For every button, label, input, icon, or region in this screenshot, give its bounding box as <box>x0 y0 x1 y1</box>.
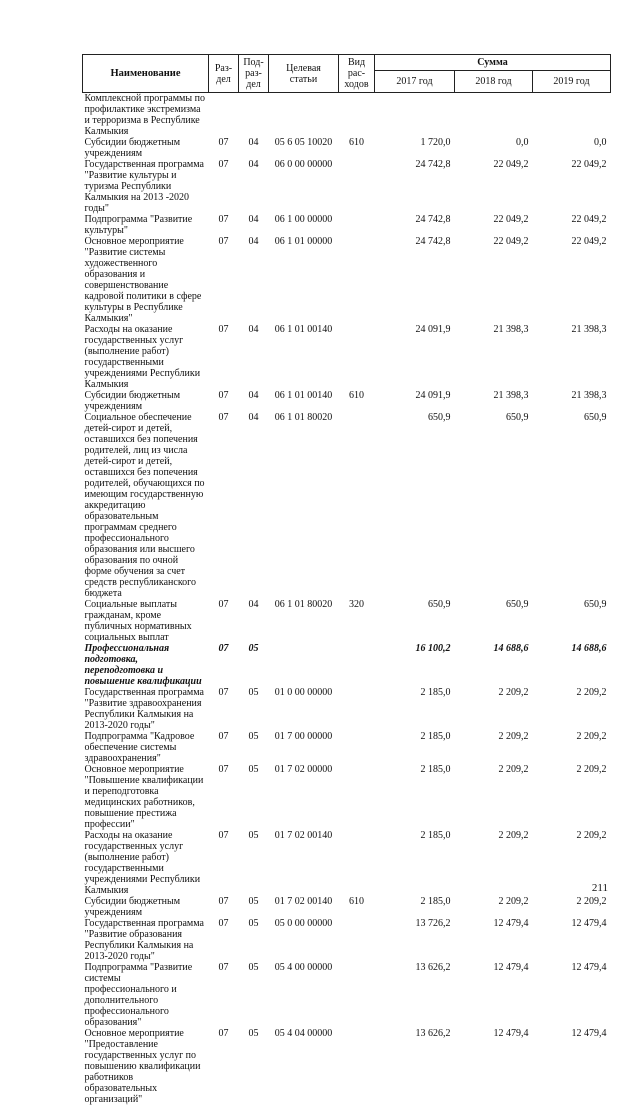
row-2019: 2 209,2 <box>533 687 611 731</box>
row-2018: 650,9 <box>455 599 533 643</box>
row-2018: 650,9 <box>455 412 533 599</box>
row-name: Социальное обеспечение детей-сирот и детей, оставшихся без попечения родителей, лиц из числа детей-сирот и детей, оставшихся без попечения родителей, обучающихся по имеющим государственную аккредитацию образовательным программам среднего профессионального образования или высшего образования по очной форме обучения за счет средств республиканского бюджета <box>83 412 209 599</box>
row-vid <box>339 324 375 390</box>
row-celevaya: 05 4 00 00000 <box>269 962 339 1028</box>
table-row <box>83 731 611 764</box>
row-2018: 2 209,2 <box>455 687 533 731</box>
row-name: Государственная программа "Развитие образования Республики Калмыкия на 2013-2020 годы" <box>83 918 209 962</box>
table-row <box>83 137 611 159</box>
row-2019: 650,9 <box>533 599 611 643</box>
row-vid <box>339 731 375 764</box>
row-razdel <box>209 93 239 138</box>
table-row <box>83 1028 611 1105</box>
table-row <box>83 236 611 324</box>
row-name: Расходы на оказание государственных услуг (выполнение работ) государственными учреждениями Республики Калмыкия <box>83 830 209 896</box>
table-row <box>83 390 611 412</box>
row-podrazdel: 04 <box>239 390 269 412</box>
row-razdel: 07 <box>209 159 239 214</box>
row-celevaya: 06 1 01 00140 <box>269 390 339 412</box>
row-2019: 650,9 <box>533 412 611 599</box>
row-razdel: 07 <box>209 214 239 236</box>
row-2017: 2 185,0 <box>375 896 455 918</box>
row-celevaya <box>269 643 339 687</box>
row-razdel: 07 <box>209 918 239 962</box>
row-razdel: 07 <box>209 137 239 159</box>
row-name: Подпрограмма "Развитие системы профессионального и дополнительного профессионального образования" <box>83 962 209 1028</box>
row-2017: 2 185,0 <box>375 731 455 764</box>
row-2019: 22 049,2 <box>533 214 611 236</box>
row-celevaya: 01 7 00 00000 <box>269 731 339 764</box>
row-podrazdel: 05 <box>239 830 269 896</box>
row-2017: 24 742,8 <box>375 236 455 324</box>
row-2019: 21 398,3 <box>533 390 611 412</box>
row-2017: 13 626,2 <box>375 962 455 1028</box>
row-2018 <box>455 93 533 138</box>
row-name: Расходы на оказание государственных услуг (выполнение работ) государственными учреждениями Республики Калмыкия <box>83 324 209 390</box>
page-number: 211 <box>592 882 608 894</box>
table-header <box>83 55 611 93</box>
row-celevaya: 06 1 01 00140 <box>269 324 339 390</box>
row-podrazdel: 04 <box>239 599 269 643</box>
row-2019: 2 209,2 <box>533 731 611 764</box>
row-2017: 2 185,0 <box>375 687 455 731</box>
table-row <box>83 918 611 962</box>
row-2017: 13 726,2 <box>375 918 455 962</box>
row-vid <box>339 643 375 687</box>
table-row <box>83 324 611 390</box>
row-2018: 2 209,2 <box>455 896 533 918</box>
row-celevaya: 06 0 00 00000 <box>269 159 339 214</box>
row-2018: 2 209,2 <box>455 830 533 896</box>
row-2019: 14 688,6 <box>533 643 611 687</box>
row-vid <box>339 764 375 830</box>
row-podrazdel: 04 <box>239 159 269 214</box>
table-row <box>83 159 611 214</box>
row-2018: 14 688,6 <box>455 643 533 687</box>
table-row <box>83 764 611 830</box>
row-2017: 2 185,0 <box>375 830 455 896</box>
row-podrazdel: 05 <box>239 918 269 962</box>
table-row <box>83 830 611 896</box>
row-podrazdel: 05 <box>239 896 269 918</box>
row-2018: 22 049,2 <box>455 214 533 236</box>
row-celevaya: 05 0 00 00000 <box>269 918 339 962</box>
row-name: Социальные выплаты гражданам, кроме публичных нормативных социальных выплат <box>83 599 209 643</box>
row-2017: 24 742,8 <box>375 214 455 236</box>
row-celevaya <box>269 93 339 138</box>
budget-table <box>82 54 611 1105</box>
row-vid <box>339 214 375 236</box>
row-vid: 610 <box>339 137 375 159</box>
row-name: Субсидии бюджетным учреждениям <box>83 137 209 159</box>
row-podrazdel: 05 <box>239 687 269 731</box>
row-podrazdel: 04 <box>239 236 269 324</box>
row-name: Основное мероприятие "Предоставление государственных услуг по повышению квалификации работников образовательных организаций" <box>83 1028 209 1105</box>
row-2018: 12 479,4 <box>455 962 533 1028</box>
row-name: Подпрограмма "Кадровое обеспечение системы здравоохранения" <box>83 731 209 764</box>
row-2018: 2 209,2 <box>455 731 533 764</box>
row-vid <box>339 918 375 962</box>
row-podrazdel: 04 <box>239 214 269 236</box>
table-row <box>83 214 611 236</box>
row-vid <box>339 1028 375 1105</box>
row-2018: 22 049,2 <box>455 236 533 324</box>
row-podrazdel: 05 <box>239 1028 269 1105</box>
row-vid <box>339 236 375 324</box>
row-razdel: 07 <box>209 412 239 599</box>
row-razdel: 07 <box>209 896 239 918</box>
table-row <box>83 896 611 918</box>
row-razdel: 07 <box>209 830 239 896</box>
row-vid: 610 <box>339 390 375 412</box>
table-body <box>83 93 611 1105</box>
row-vid <box>339 687 375 731</box>
row-2019: 2 209,2 <box>533 764 611 830</box>
header-2017: 2017 год <box>375 71 455 93</box>
table-row <box>83 599 611 643</box>
row-2017: 2 185,0 <box>375 764 455 830</box>
row-podrazdel: 05 <box>239 764 269 830</box>
row-vid <box>339 93 375 138</box>
table-row <box>83 643 611 687</box>
row-vid <box>339 830 375 896</box>
row-razdel: 07 <box>209 687 239 731</box>
row-podrazdel: 05 <box>239 731 269 764</box>
row-name: Государственная программа "Развитие культуры и туризма Республики Калмыкия на 2013 -2020 годы" <box>83 159 209 214</box>
row-2018: 0,0 <box>455 137 533 159</box>
row-podrazdel: 04 <box>239 412 269 599</box>
header-2019: 2019 год <box>533 71 611 93</box>
row-celevaya: 01 7 02 00000 <box>269 764 339 830</box>
row-2018: 21 398,3 <box>455 324 533 390</box>
row-vid <box>339 962 375 1028</box>
row-2017: 1 720,0 <box>375 137 455 159</box>
row-celevaya: 01 7 02 00140 <box>269 896 339 918</box>
row-celevaya: 05 4 04 00000 <box>269 1028 339 1105</box>
header-name: Наименование <box>83 55 209 93</box>
row-vid <box>339 412 375 599</box>
row-vid: 610 <box>339 896 375 918</box>
row-vid: 320 <box>339 599 375 643</box>
row-celevaya: 06 1 01 80020 <box>269 412 339 599</box>
row-name: Субсидии бюджетным учреждениям <box>83 896 209 918</box>
row-2018: 12 479,4 <box>455 1028 533 1105</box>
row-celevaya: 05 6 05 10020 <box>269 137 339 159</box>
row-razdel: 07 <box>209 390 239 412</box>
table-row <box>83 962 611 1028</box>
row-name: Основное мероприятие "Развитие системы художественного образования и совершенствование кадровой политики в сфере культуры в Республике Калмыкия" <box>83 236 209 324</box>
row-2019 <box>533 93 611 138</box>
header-podrazdel: Под- раз- дел <box>239 55 269 93</box>
table-row <box>83 687 611 731</box>
row-2017: 650,9 <box>375 412 455 599</box>
row-name: Основное мероприятие "Повышение квалификации и переподготовка медицинских работников, повышение престижа профессии" <box>83 764 209 830</box>
row-2018: 22 049,2 <box>455 159 533 214</box>
header-summa: Сумма <box>375 55 611 71</box>
row-2018: 2 209,2 <box>455 764 533 830</box>
row-2019: 12 479,4 <box>533 918 611 962</box>
row-celevaya: 01 7 02 00140 <box>269 830 339 896</box>
row-name: Государственная программа "Развитие здравоохранения Республики Калмыкия на 2013-2020 годы" <box>83 687 209 731</box>
row-2017: 24 091,9 <box>375 390 455 412</box>
row-2017: 24 091,9 <box>375 324 455 390</box>
header-razdel: Раз- дел <box>209 55 239 93</box>
row-2019: 2 209,2 <box>533 896 611 918</box>
row-razdel: 07 <box>209 599 239 643</box>
row-name: Профессиональная подготовка, переподготовка и повышение квалификации <box>83 643 209 687</box>
row-razdel: 07 <box>209 643 239 687</box>
row-name: Субсидии бюджетным учреждениям <box>83 390 209 412</box>
row-2019: 22 049,2 <box>533 159 611 214</box>
row-podrazdel: 05 <box>239 962 269 1028</box>
row-2019: 12 479,4 <box>533 962 611 1028</box>
row-celevaya: 01 0 00 00000 <box>269 687 339 731</box>
row-2017 <box>375 93 455 138</box>
row-2017: 16 100,2 <box>375 643 455 687</box>
row-podrazdel: 05 <box>239 643 269 687</box>
row-2019: 12 479,4 <box>533 1028 611 1105</box>
row-podrazdel <box>239 93 269 138</box>
header-celevaya: Целевая статьи <box>269 55 339 93</box>
row-razdel: 07 <box>209 236 239 324</box>
row-celevaya: 06 1 00 00000 <box>269 214 339 236</box>
row-vid <box>339 159 375 214</box>
row-podrazdel: 04 <box>239 324 269 390</box>
table-row <box>83 412 611 599</box>
row-2019: 21 398,3 <box>533 324 611 390</box>
table-row <box>83 93 611 138</box>
row-razdel: 07 <box>209 962 239 1028</box>
row-2018: 12 479,4 <box>455 918 533 962</box>
row-2017: 24 742,8 <box>375 159 455 214</box>
header-vid: Вид рас- ходов <box>339 55 375 93</box>
row-2019: 2 209,2 <box>533 830 611 896</box>
row-2017: 13 626,2 <box>375 1028 455 1105</box>
row-celevaya: 06 1 01 80020 <box>269 599 339 643</box>
row-2017: 650,9 <box>375 599 455 643</box>
row-name: Подпрограмма "Развитие культуры" <box>83 214 209 236</box>
row-podrazdel: 04 <box>239 137 269 159</box>
row-name: Комплексной программы по профилактике экстремизма и терроризма в Республике Калмыкия <box>83 93 209 138</box>
row-razdel: 07 <box>209 764 239 830</box>
row-razdel: 07 <box>209 324 239 390</box>
row-2019: 0,0 <box>533 137 611 159</box>
row-celevaya: 06 1 01 00000 <box>269 236 339 324</box>
header-2018: 2018 год <box>455 71 533 93</box>
row-razdel: 07 <box>209 1028 239 1105</box>
row-2019: 22 049,2 <box>533 236 611 324</box>
row-razdel: 07 <box>209 731 239 764</box>
row-2018: 21 398,3 <box>455 390 533 412</box>
